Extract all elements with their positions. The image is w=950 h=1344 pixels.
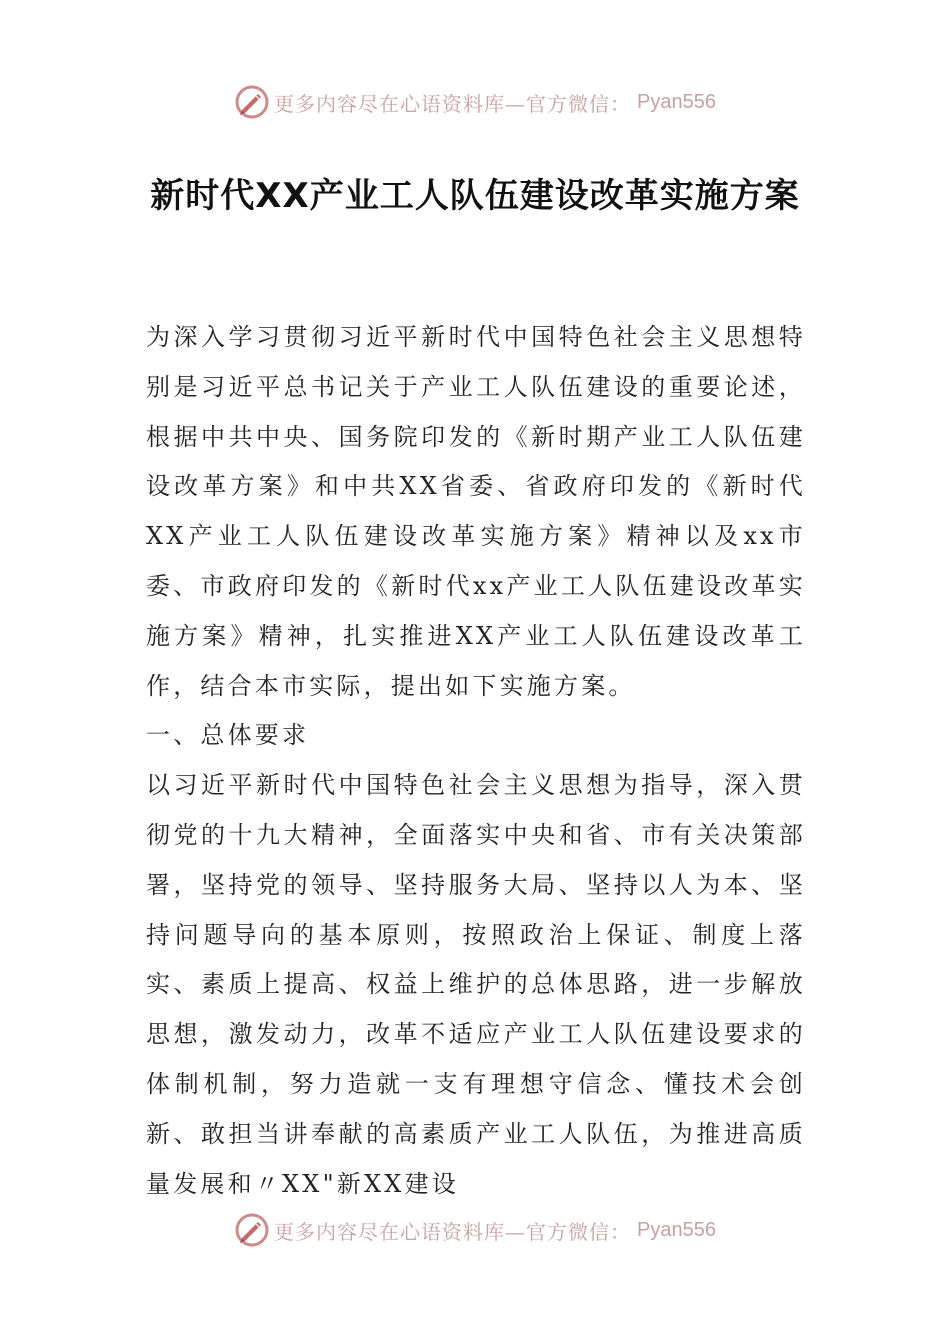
watermark-banner-bottom: [0, 1210, 950, 1250]
watermark-text: 更多内容尽在心语资料库—官方微信：: [274, 91, 632, 116]
watermark-text: 更多内容尽在心语资料库—官方微信：: [274, 1219, 632, 1244]
section-paragraph: 以习近平新时代中国特色社会主义思想为指导，深入贯彻党的十九大精神，全面落实中央和省、市有关决策部署，坚持党的领导、坚持服务大局、坚持以人为本、坚持问题导向的基本原则，按照政治上保证、制度上落实、素质上提高、权益上维护的总体思路，进一步解放思想，激发动力，改革不适应产业工人队伍建设要求的体制机制，努力造就一支有理想守信念、懂技术会创新、敢担当讲奉献的高素质产业工人队伍，为推进高质量发展和〃XX"新XX建设: [146, 771, 806, 1198]
document-body: [146, 313, 806, 1209]
document-title: 新时代XX产业工人队伍建设改革实施方案: [150, 176, 800, 216]
section-heading: 一、总体要求: [146, 721, 310, 750]
watermark-banner-top: [0, 82, 950, 122]
watermark-wechat-id: Pyan556: [637, 90, 716, 113]
intro-paragraph: 为深入学习贯彻习近平新时代中国特色社会主义思想特别是习近平总书记关于产业工人队伍建设的重要论述，根据中共中央、国务院印发的《新时期产业工人队伍建设改革方案》和中共XX省委、省政府印发的《新时代XX产业工人队伍建设改革实施方案》精神以及xx市委、市政府印发的《新时代xx产业工人队伍建设改革实施方案》精神，扎实推进XX产业工人队伍建设改革工作，结合本市实际，提出如下实施方案。: [146, 323, 806, 700]
pen-circle-icon: [234, 84, 270, 120]
pen-circle-icon: [234, 1212, 270, 1248]
watermark-wechat-id: Pyan556: [637, 1218, 716, 1241]
